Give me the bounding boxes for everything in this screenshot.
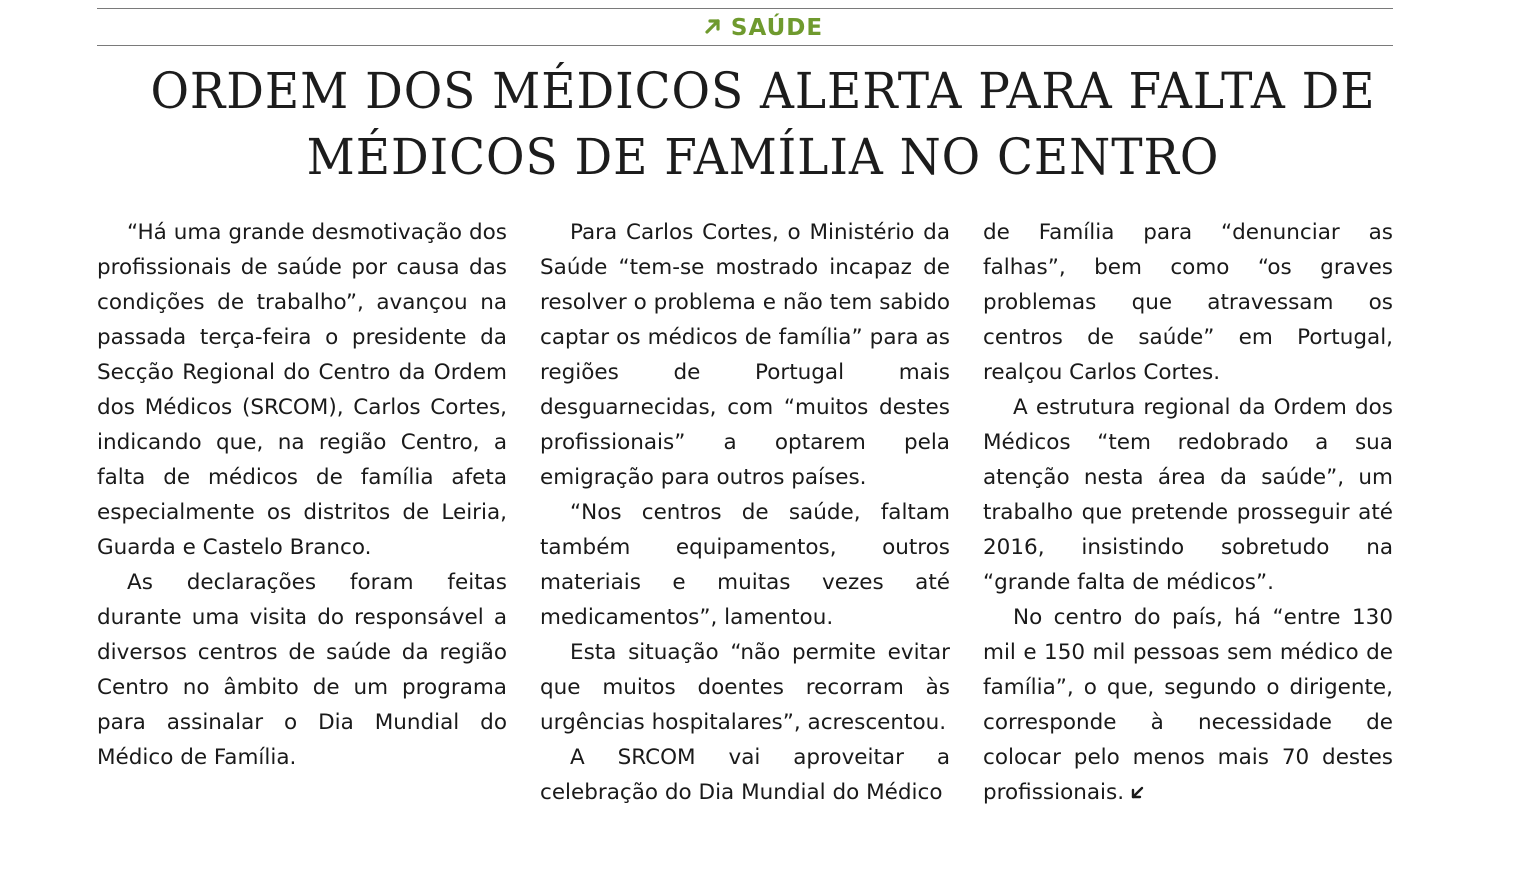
column-1 — [97, 215, 507, 775]
headline-line-1: ORDEM DOS MÉDICOS ALERTA PARA FALTA DE — [150, 62, 1376, 120]
paragraph: Esta situação “não permite evitar que muitos doentes recorram às urgências hospitalares”, acrescentou. — [540, 640, 950, 735]
paragraph: Para Carlos Cortes, o Ministério da Saúde “tem-se mostrado incapaz de resolver o problema e não tem sabido captar os médicos de família” para as regiões de Portugal mais desguarnecidas, com “muitos destes profissionais” a optarem pela emigração para outros países. — [540, 220, 950, 490]
paragraph-text: No centro do país, há “entre 130 mil e 150 mil pessoas sem médico de família”, o que, segundo o dirigente, corresponde à necessidade de colocar pelo menos mais 70 destes profissionais. — [983, 605, 1393, 805]
bottom-rule — [97, 45, 1393, 46]
paragraph: As declarações foram feitas durante uma visita do responsável a diversos centros de saúde da região Centro no âmbito de um programa para assinalar o Dia Mundial do Médico de Família. — [97, 570, 507, 770]
headline-line-2: MÉDICOS DE FAMÍLIA NO CENTRO — [306, 128, 1220, 186]
paragraph: A SRCOM vai aproveitar a celebração do Dia Mundial do Médico — [540, 745, 950, 805]
arrow-down-left-icon — [1130, 786, 1144, 800]
paragraph: A estrutura regional da Ordem dos Médicos “tem redobrado a sua atenção nesta área da saúde”, um trabalho que pretende prosseguir até 2016, insistindo sobretudo na “grande falta de médicos”. — [983, 395, 1393, 595]
paragraph — [983, 600, 1393, 810]
column-3 — [983, 215, 1393, 810]
section-label: SAÚDE — [730, 14, 824, 41]
column-2 — [540, 215, 950, 810]
section-tag — [0, 12, 1526, 42]
paragraph-continued: de Família para “denunciar as falhas”, bem como “os graves problemas que atravessam os centros de saúde” em Portugal, realçou Carlos Cortes. — [983, 220, 1393, 385]
top-rule — [97, 8, 1393, 9]
paragraph: “Nos centros de saúde, faltam também equipamentos, outros materiais e muitas vezes até medicamentos”, lamentou. — [540, 500, 950, 630]
paragraph: “Há uma grande desmotivação dos profissionais de saúde por causa das condições de trabalho”, avançou na passada terça-feira o presidente da Secção Regional do Centro da Ordem dos Médicos (SRCOM), Carlos Cortes, indicando que, na região Centro, a falta de médicos de família afeta especialmente os distritos de Leiria, Guarda e Castelo Branco. — [97, 220, 507, 560]
headline — [102, 58, 1424, 190]
arrow-up-right-icon — [703, 16, 723, 36]
